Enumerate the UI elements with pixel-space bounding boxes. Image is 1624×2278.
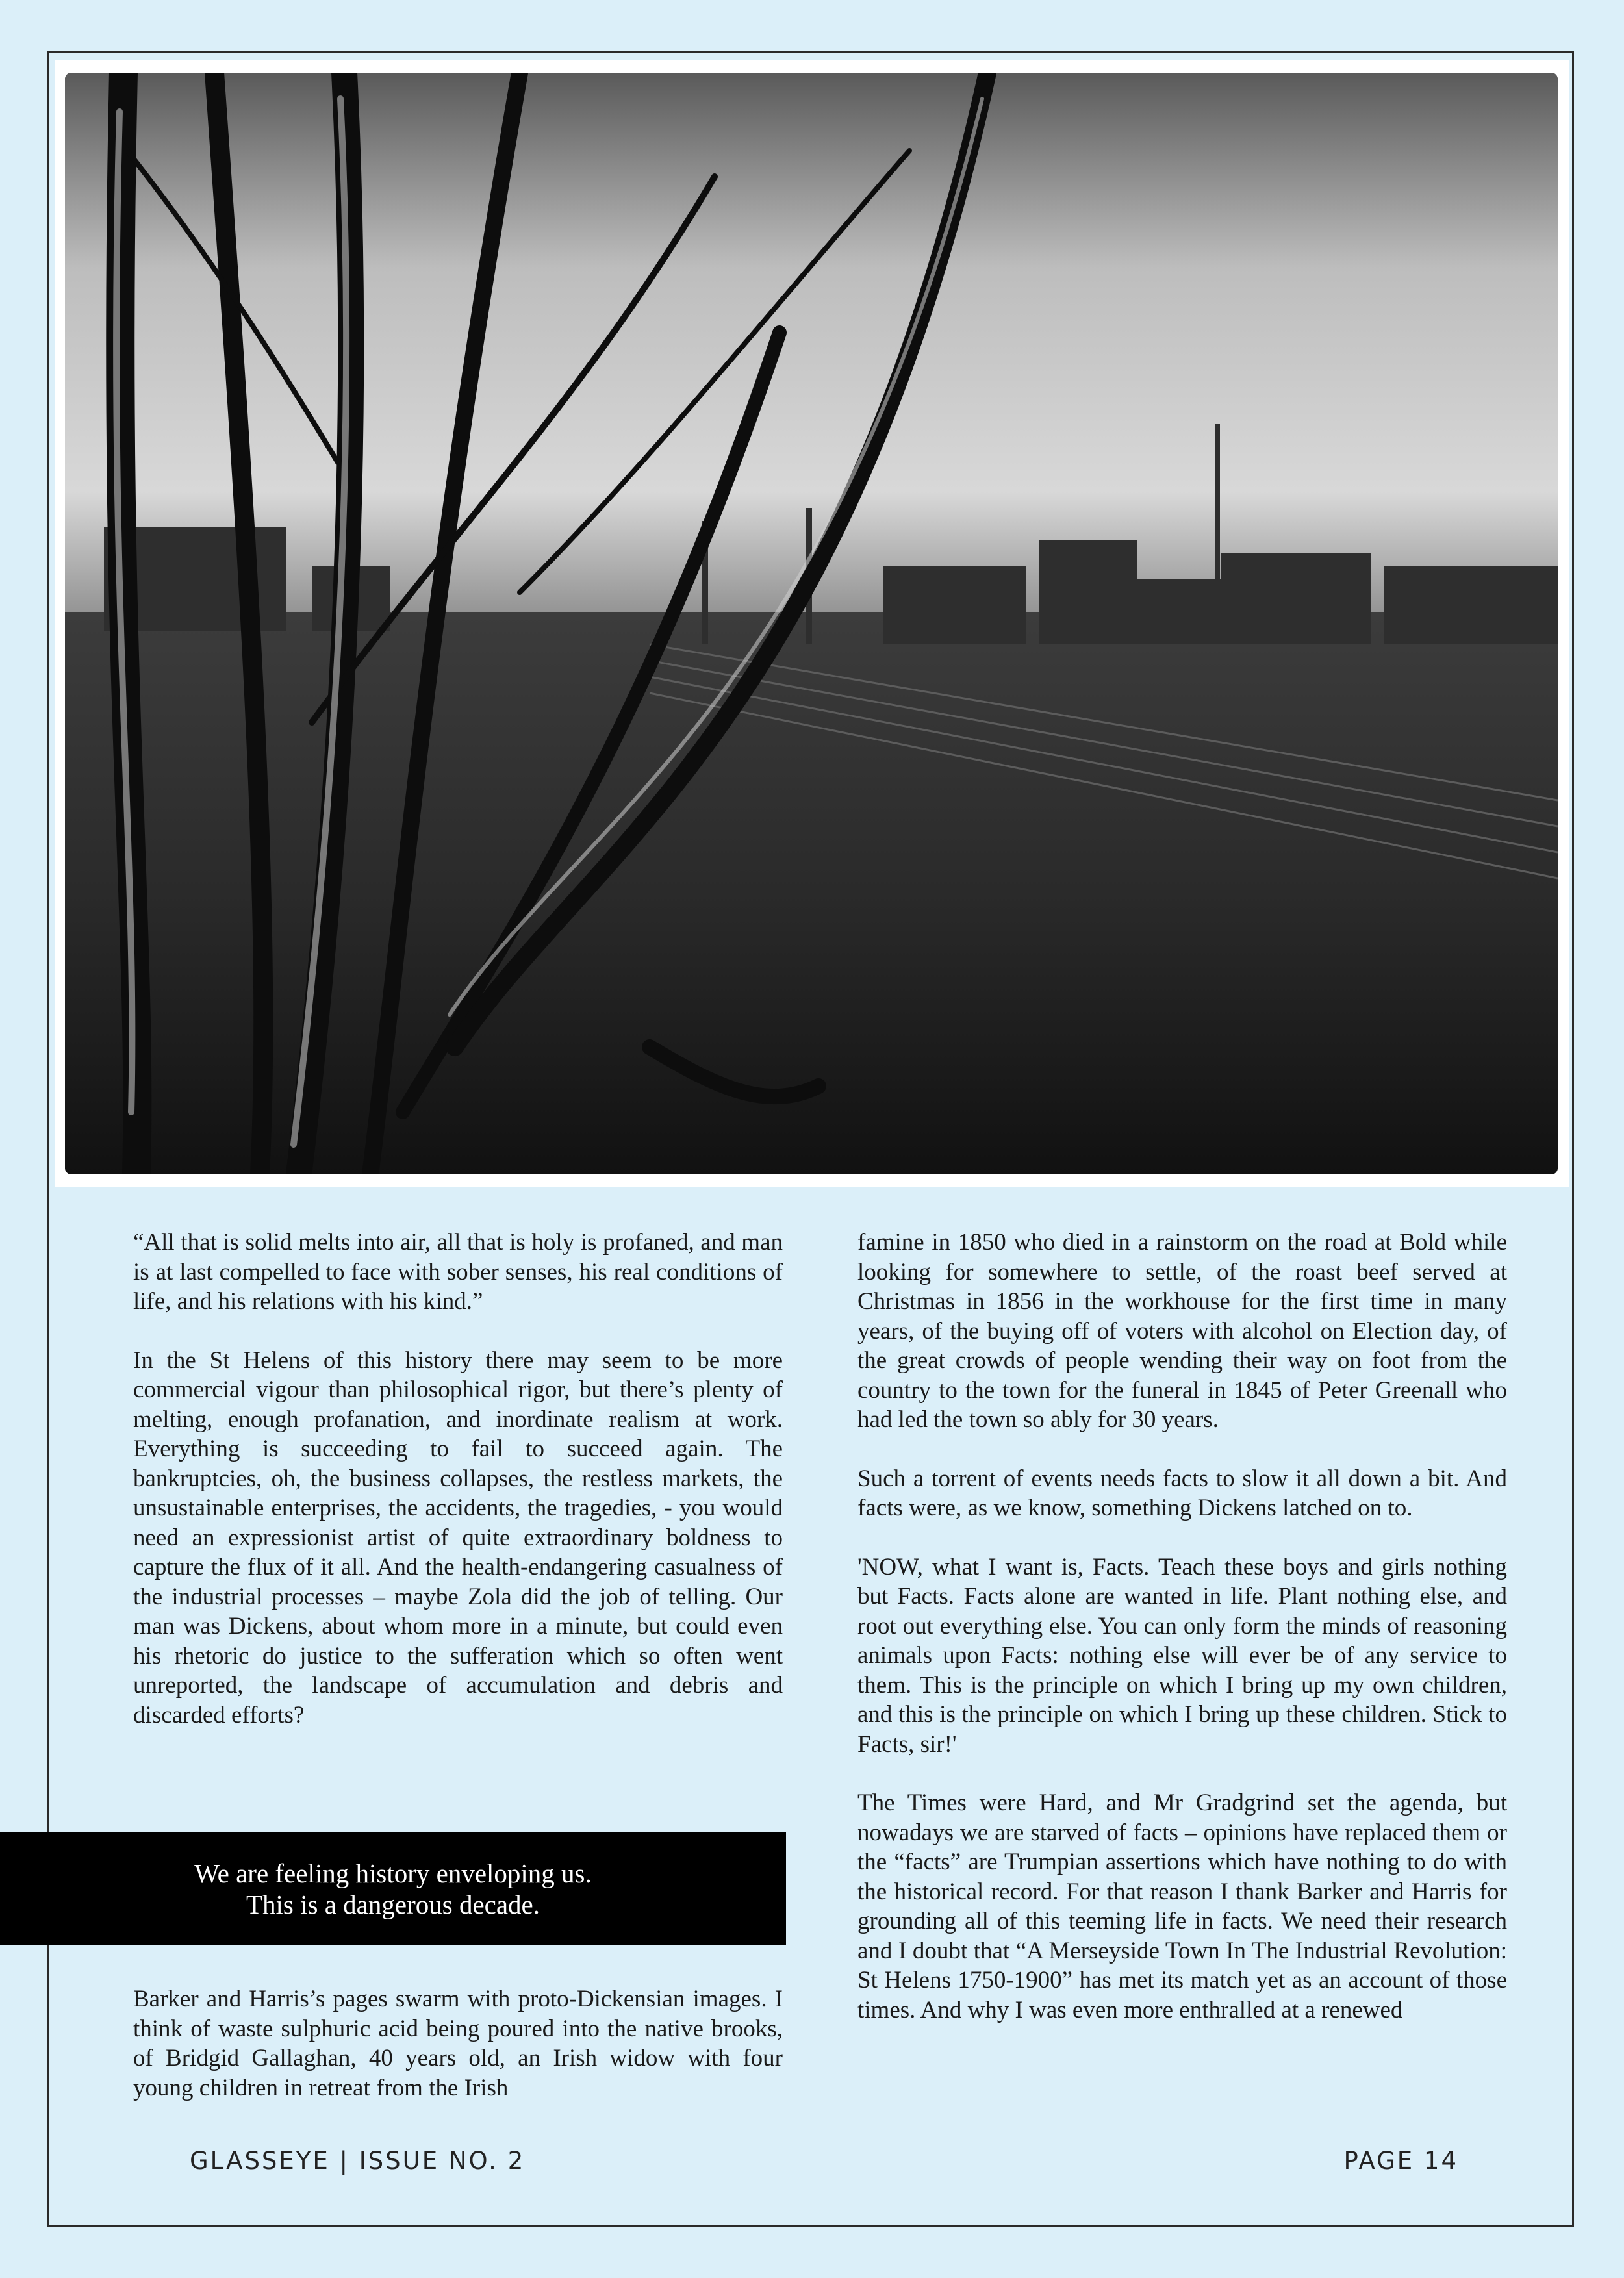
opening-quote-paragraph: “All that is solid melts into air, all that is holy is profaned, and man is at last compelled to face with sober senses, his real conditions of life, and his relations with his kind.”: [133, 1229, 783, 1315]
torrent-paragraph: Such a torrent of events needs facts to slow it all down a bit. And facts were, as we know, something Dickens latched on to.: [857, 1465, 1507, 1521]
footer-publication: GLASSEYE | ISSUE NO. 2: [190, 2147, 526, 2175]
pull-quote-line-2: This is a dangerous decade.: [246, 1889, 540, 1919]
article-column-right: [857, 1228, 1507, 2054]
pull-quote: [0, 1832, 786, 1945]
article-column-left-bottom: [133, 1984, 783, 2132]
st-helens-paragraph: In the St Helens of this history there may seem to be more commercial vigour than philosophical rigor, but there’s plenty of melting, enough profanation, and inordinate realism at work. Everything is succeeding to fail to succeed again. The bankruptcies, oh, the business collapses, the restless markets, the unsustainable enterprises, the accidents, the tragedies, - you would need an expressionist artist of quite extraordinary boldness to capture the flux of it all. And the health-endangering casualness of the industrial processes – maybe Zola did the job of telling. Our man was Dickens, about whom more in a minute, but could even his rhetoric do justice to the sufferation which so often went unreported, the landscape of accumulation and debris and discarded efforts?: [133, 1347, 783, 1728]
article-column-left-top: [133, 1228, 783, 1759]
times-were-hard-paragraph: The Times were Hard, and Mr Gradgrind set the agenda, but nowadays we are starved of facts – opinions have replaced them or the “facts” are Trumpian assertions which have nothing to do with the historical record. For that reason I thank Barker and Harris for grounding all of this teeming life in facts. We need their research and I doubt that “A Merseyside Town In The Industrial Revolution: St Helens 1750-1900” has met its match yet as an account of those times. And why I was even more enthralled at a renewed: [857, 1790, 1507, 2023]
photograph-icon: [65, 73, 1558, 1174]
famine-paragraph: famine in 1850 who died in a rainstorm on the road at Bold while looking for somewhere to settle, of the roast beef served at Christmas in 1856 in the workhouse for the first time in many years, of the buying off of voters with alcohol on Election day, of the great crowds of people wending their way on foot from the country to the town for the funeral in 1845 of Peter Greenall who had led the town so ably for 30 years.: [857, 1229, 1507, 1433]
footer-page-number: PAGE 14: [1343, 2147, 1458, 2175]
pull-quote-line-1: We are feeling history enveloping us.: [194, 1858, 592, 1888]
barker-harris-paragraph: Barker and Harris’s pages swarm with proto-Dickensian images. I think of waste sulphuric acid being poured into the native brooks, of Bridgid Gallaghan, 40 years old, an Irish widow with four young children in retreat from the Irish: [133, 1986, 783, 2101]
landscape-photograph: [65, 73, 1558, 1174]
facts-quote-paragraph: 'NOW, what I want is, Facts. Teach these boys and girls nothing but Facts. Facts alone are wanted in life. Plant nothing else, and root out everything else. You can only form the minds of reasoning animals upon Facts: nothing else will ever be of any service to them. This is the principle on which I bring up my own children, and this is the principle on which I bring up these children. Stick to Facts, sir!': [857, 1553, 1507, 1758]
